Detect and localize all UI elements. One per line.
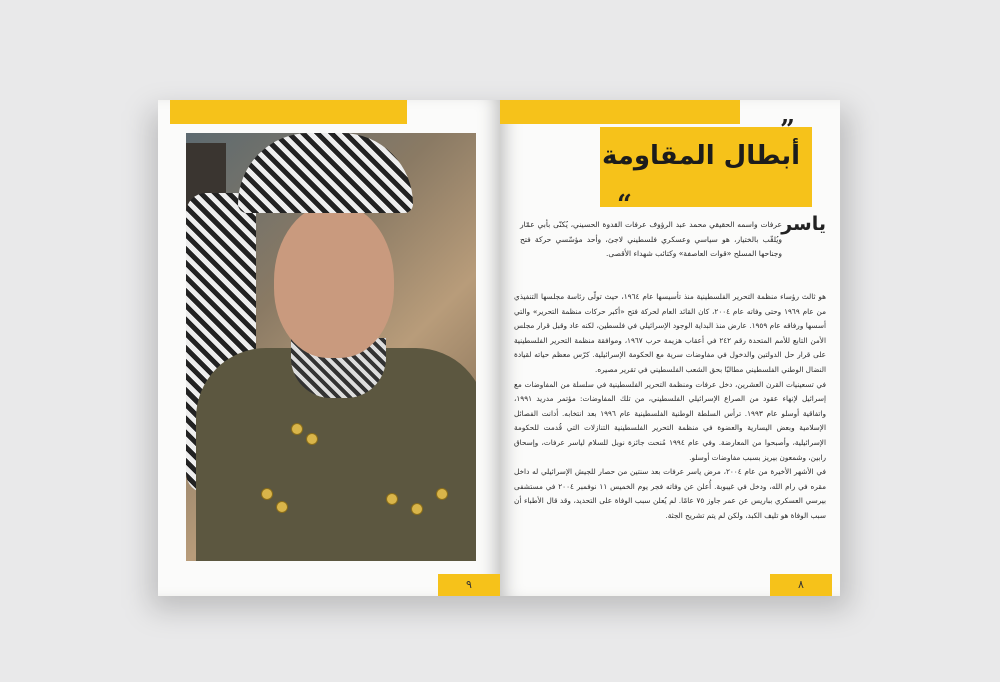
photo-medal: [261, 488, 273, 500]
photo-keffiyeh-head: [238, 133, 413, 213]
name-heading: ياسر: [781, 213, 826, 235]
page-title: أبطال المقاومة: [602, 141, 800, 171]
body-paragraph: في الأشهر الأخيرة من عام ٢٠٠٤، مرض ياسر عرفات بعد سنتين من حصار للجيش الإسرائيلي له داخل مقره في رام الله، ودخل في غيبوبة. أُعلن عن وفاته فجر يوم الخميس ١١ نوفمبر ٢٠٠٤ في مستشفى بيرسي العسكري بباريس عن عمر جاوز ٧٥ عامًا. لم يُعلن سبب الوفاة على التحديد، وقد قال الأطباء أن سبب الوفاة هو تليف الكبد، ولكن لم يتم تشريح الجثة.: [514, 467, 827, 520]
left-top-accent-bar: [170, 100, 407, 124]
photo-medal: [276, 501, 288, 513]
photo-medal: [436, 488, 448, 500]
photo-medal: [306, 433, 318, 445]
right-page-number: ٨: [770, 574, 832, 596]
body-paragraph: هو ثالث رؤساء منظمة التحرير الفلسطينية منذ تأسيسها عام ١٩٦٤، حيث تولّى رئاسة مجلسها التنفيذي من عام ١٩٦٩ وحتى وفاته عام ٢٠٠٤، كان القائد العام لحركة فتح «أكبر حركات منظمة التحرير» والتي أسسها ورفاقه عام ١٩٥٩. عارض منذ البداية الوجود الإسرائيلي في فلسطين، لكنه عاد وقبل قرار مجلس الأمن التابع للأمم المتحدة رقم ٢٤٢ في أعقاب هزيمة حرب ١٩٦٧، وموافقة منظمة التحرير الفلسطينية على قرار حل الدولتين والدخول في مفاوضات سرية مع الحكومة الإسرائيلية. كرّس معظم حياته لقيادة النضال الوطني الفلسطيني مطالبًا بحق الشعب الفلسطيني في تقرير مصيره.: [514, 292, 827, 374]
portrait-photo: [186, 133, 476, 561]
quote-mark-close: “: [617, 190, 632, 220]
intro-paragraph: عرفات واسمه الحقيقي محمد عبد الرؤوف عرفات القدوة الحسيني، يُكنّى بأبي عمّار ويُلقّب بالختيار، هو سياسي وعسكري فلسطيني لاجئ، وأحد مؤسّسي حركة فتح وجناحها المسلح «قوات العاصفة» وكتائب شهداء الأقصى.: [520, 220, 782, 258]
photo-medal: [291, 423, 303, 435]
body-paragraph: في تسعينيات القرن العشرين، دخل عرفات ومنظمة التحرير الفلسطينية في سلسلة من المفاوضات مع إسرائيل لإنهاء عقود من الصراع الإسرائيلي الفلسطيني، من تلك المفاوضات: مؤتمر مدريد ١٩٩١، واتفاقية أوسلو عام ١٩٩٣. ترأس السلطة الوطنية الفلسطينية عام ١٩٩٦ بعد انتخابه. أدانت الفصائل الإسلامية وبعض اليسارية والعضوة في منظمة التحرير الفلسطينية التنازلات التي قُدمت للحكومة الإسرائيلية، وأصبحوا من المعارضة. وفي عام ١٩٩٤ مُنحت جائزة نوبل للسلام لياسر عرفات، وإسحاق رابين، وشمعون بيريز بسبب مفاوضات أوسلو.: [514, 379, 826, 462]
photo-medal: [411, 503, 423, 515]
body-text: [514, 290, 826, 524]
photo-face: [274, 203, 394, 358]
left-page-number: ٩: [438, 574, 500, 596]
right-page: [500, 100, 840, 596]
right-top-accent-bar: [500, 100, 740, 124]
quote-mark-open: ”: [780, 115, 795, 145]
photo-medal: [386, 493, 398, 505]
left-page: [158, 100, 500, 596]
